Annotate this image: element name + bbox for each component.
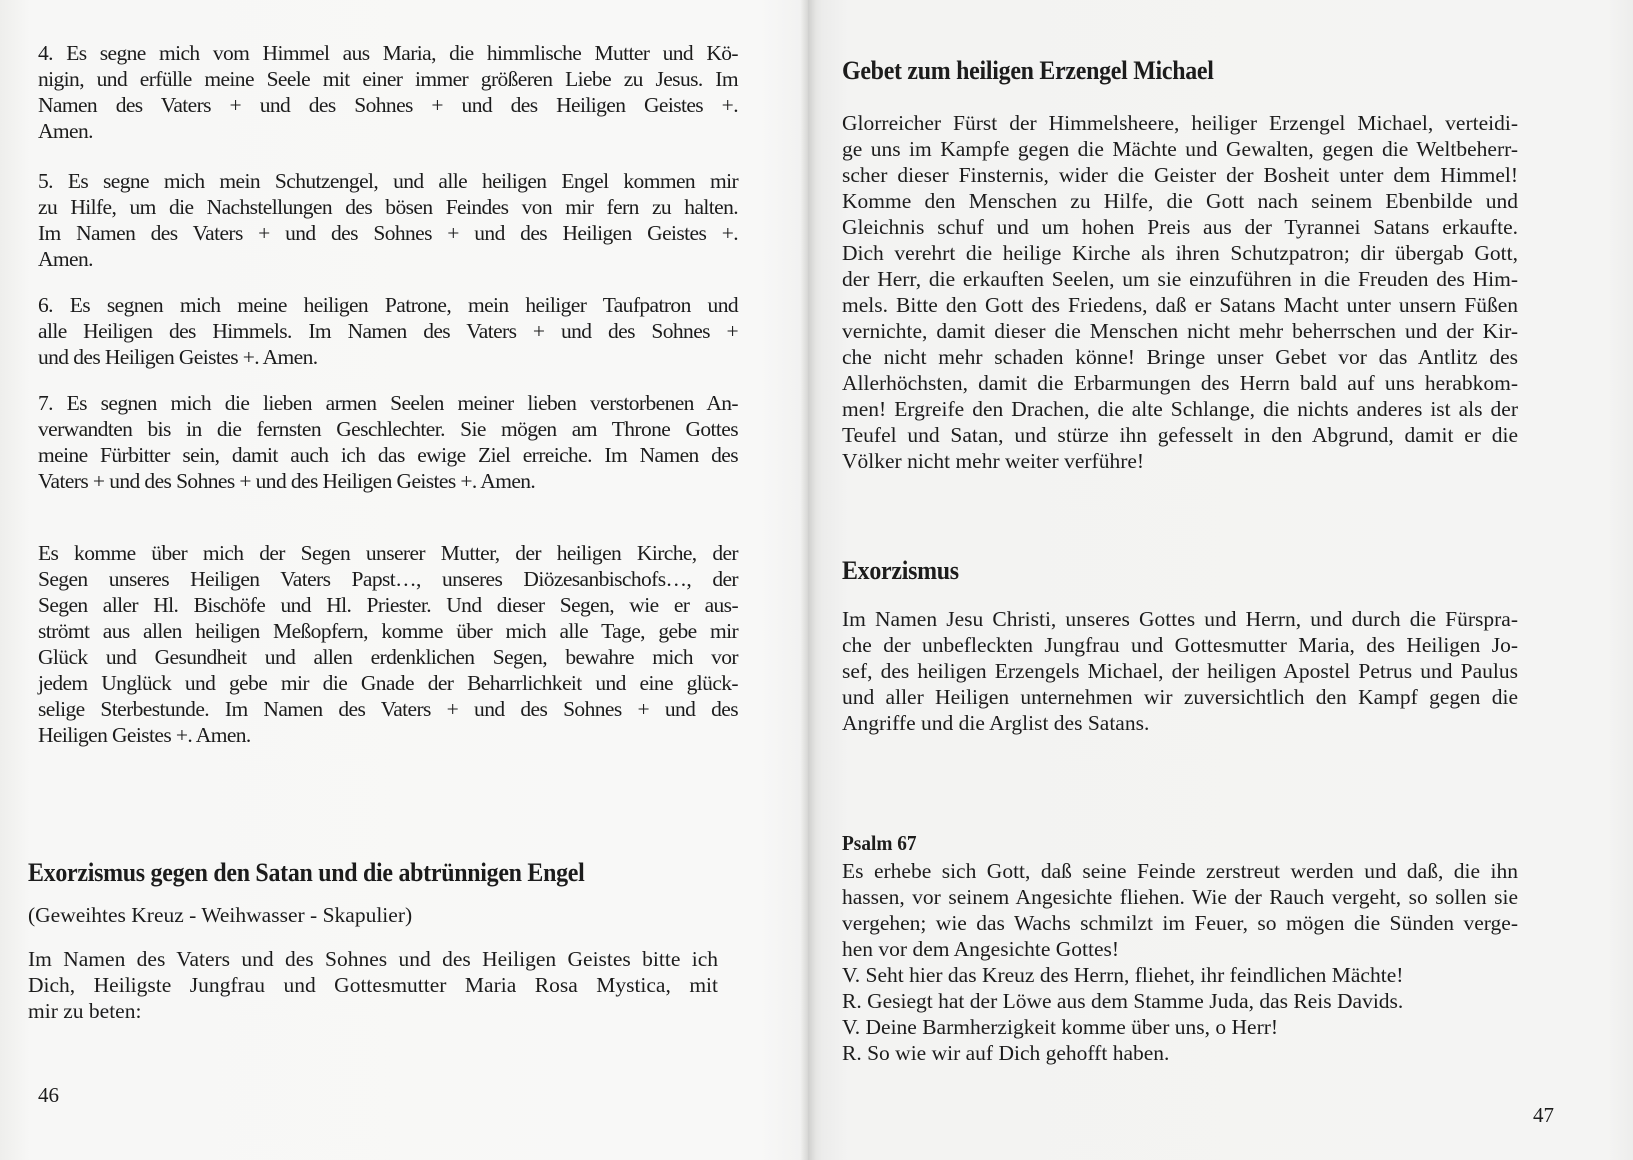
psalm-title: Psalm 67 (842, 831, 917, 855)
text-line: Segen unseres Heiligen Vaters Papst…, unseres Diözesanbischofs…, der (38, 567, 738, 591)
section-heading: Exorzismus gegen den Satan und die abtrünnigen Engel (28, 858, 585, 887)
text-line: Dich verehrt die heilige Kirche als ihren Schutzpatron; dir übergab Gott, (842, 241, 1518, 265)
versicle: V. Seht hier das Kreuz des Herrn, fliehet, ihr feindlichen Mächte! (842, 963, 1404, 987)
text-line: men! Ergreife den Drachen, die alte Schlange, die nichts anderes ist als der (842, 397, 1518, 421)
section-heading: Gebet zum heiligen Erzengel Michael (842, 56, 1214, 85)
text-line: Im Namen des Vaters + und des Sohnes + und des Heiligen Geistes +. (38, 221, 738, 245)
text-line: ge uns im Kampfe gegen die Mächte und Gewalten, gegen die Weltbeherr- (842, 137, 1518, 161)
text-line: 5. Es segne mich mein Schutzengel, und alle heiligen Engel kommen mir (38, 169, 738, 193)
text-line: scher dieser Finsternis, wider die Geister der Bosheit unter dem Himmel! (842, 163, 1518, 187)
text-line: che der unbefleckten Jungfrau und Gottesmutter Maria, des Heiligen Jo- (842, 633, 1518, 657)
response: R. Gesiegt hat der Löwe aus dem Stamme Juda, das Reis Davids. (842, 989, 1404, 1013)
text-line: Dich, Heiligste Jungfrau und Gottesmutter Maria Rosa Mystica, mit (28, 973, 718, 997)
text-line: Vaters + und des Sohnes + und des Heiligen Geistes +. Amen. (38, 469, 536, 493)
text-line: Im Namen Jesu Christi, unseres Gottes und Herrn, und durch die Fürspra- (842, 607, 1518, 631)
section-heading: Exorzismus (842, 556, 959, 585)
text-line: Amen. (38, 119, 93, 143)
text-line: Im Namen des Vaters und des Sohnes und des Heiligen Geistes bitte ich (28, 947, 718, 971)
text-line: Völker nicht mehr weiter verführe! (842, 449, 1145, 473)
text-line: und des Heiligen Geistes +. Amen. (38, 345, 318, 369)
exorcism-section-heading (28, 858, 748, 888)
michael-prayer-body (842, 110, 1518, 474)
exorcism-body (842, 606, 1518, 736)
book-gutter (800, 0, 816, 1160)
text-line: Es erhebe sich Gott, daß seine Feinde zerstreut werden und daß, die ihn (842, 859, 1518, 883)
blessing-5 (38, 168, 738, 272)
text-line: hassen, vor seinem Angesichte fliehen. Wie der Rauch vergeht, so sollen sie (842, 885, 1518, 909)
text-line: Es komme über mich der Segen unserer Mutter, der heiligen Kirche, der (38, 541, 738, 565)
psalm-body (842, 858, 1518, 1066)
text-line: meine Fürbitter sein, damit auch ich das ewige Ziel erreiche. Im Namen des (38, 443, 738, 467)
exorcism-heading (842, 556, 1542, 586)
text-line: Teufel und Satan, und stürze ihn gefesselt in den Abgrund, damit er die (842, 423, 1518, 447)
text-line: Amen. (38, 247, 93, 271)
text-line: zu Hilfe, um die Nachstellungen des bösen Feindes von mir fern zu halten. (38, 195, 738, 219)
text-line: Allerhöchsten, damit die Erbarmungen des Herrn bald auf uns herabkom- (842, 371, 1518, 395)
text-line: verwandten bis in die fernsten Geschlechter. Sie mögen am Throne Gottes (38, 417, 738, 441)
page-number-left: 46 (38, 1083, 59, 1107)
text-line: mels. Bitte den Gott des Friedens, daß er Satans Macht unter unsern Füßen (842, 293, 1518, 317)
exorcism-subtitle (28, 902, 748, 928)
text-line: 7. Es segnen mich die lieben armen Seelen meiner lieben verstorbenen An- (38, 391, 738, 415)
text-line: jedem Unglück und gebe mir die Gnade der Beharrlichkeit und eine glück- (38, 671, 738, 695)
text-line: Glorreicher Fürst der Himmelsheere, heiliger Erzengel Michael, verteidi- (842, 111, 1518, 135)
exorcism-intro (28, 946, 718, 1024)
text-line: mir zu beten: (28, 999, 142, 1023)
blessing-4 (38, 40, 738, 144)
text-line: Komme den Menschen zu Hilfe, die Gott nach seinem Ebenbilde und (842, 189, 1518, 213)
text-line: selige Sterbestunde. Im Namen des Vaters + und des Sohnes + und des (38, 697, 738, 721)
michael-prayer-heading (842, 56, 1542, 86)
versicle: V. Deine Barmherzigkeit komme über uns, o Herr! (842, 1015, 1279, 1039)
text-line: Angriffe und die Arglist des Satans. (842, 711, 1150, 735)
text-line: sef, des heiligen Erzengels Michael, der heiligen Apostel Petrus und Paulus (842, 659, 1518, 683)
text-line: vernichte, damit dieser die Menschen nicht mehr beherrschen und der Kir- (842, 319, 1518, 343)
page-number-right: 47 (1533, 1103, 1554, 1127)
text-line: Namen des Vaters + und des Sohnes + und des Heiligen Geistes +. (38, 93, 738, 117)
text-line: 4. Es segne mich vom Himmel aus Maria, die himmlische Mutter und Kö- (38, 41, 738, 65)
text-line: alle Heiligen des Himmels. Im Namen des Vaters + und des Sohnes + (38, 319, 738, 343)
text-line: vergehen; wie das Wachs schmilzt im Feuer, so mögen die Sünden verge- (842, 911, 1518, 935)
text-line: Heiligen Geistes +. Amen. (38, 723, 251, 747)
text-line: hen vor dem Angesichte Gottes! (842, 937, 1120, 961)
text-line: 6. Es segnen mich meine heiligen Patrone, mein heiliger Taufpatron und (38, 293, 738, 317)
subtitle-text: (Geweihtes Kreuz - Weihwasser - Skapulier) (28, 903, 413, 927)
text-line: und aller Heiligen unternehmen wir zuversichtlich den Kampf gegen die (842, 685, 1518, 709)
text-line: nigin, und erfülle meine Seele mit einer immer größeren Liebe zu Jesus. Im (38, 67, 738, 91)
text-line: strömt aus allen heiligen Meßopfern, komme über mich alle Tage, gebe mir (38, 619, 738, 643)
psalm-heading (842, 830, 1142, 856)
text-line: che nicht mehr schaden könne! Bringe unser Gebet vor das Antlitz des (842, 345, 1518, 369)
text-line: Glück und Gesundheit und allen erdenklichen Segen, bewahre mich vor (38, 645, 738, 669)
response: R. So wie wir auf Dich gehofft haben. (842, 1041, 1170, 1065)
blessing-6 (38, 292, 738, 370)
blessing-7 (38, 390, 738, 494)
text-line: Gleichnis schuf und um hohen Preis aus der Tyrannei Satans erkaufte. (842, 215, 1518, 239)
closing-blessing (38, 540, 738, 748)
text-line: der Herr, die erkauften Seelen, um sie einzuführen in die Freuden des Him- (842, 267, 1518, 291)
text-line: Segen aller Hl. Bischöfe und Hl. Priester. Und dieser Segen, wie er aus- (38, 593, 738, 617)
